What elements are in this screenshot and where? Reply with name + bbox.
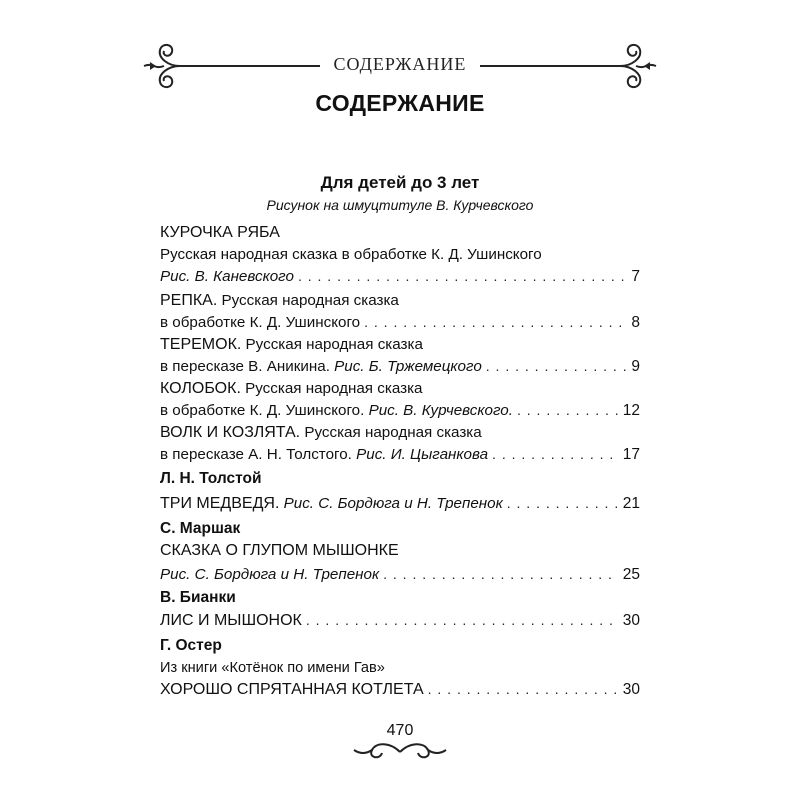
toc-line[interactable] [160,492,640,514]
section-heading: Для детей до 3 лет [320,173,480,192]
dot-leader [306,609,619,631]
entry-description: Русская народная сказка [241,336,423,353]
footer-ornament-icon [350,738,450,762]
toc-line [160,540,640,562]
entry-title: СКАЗКА О ГЛУПОМ МЫШОНКЕ [160,542,399,559]
dot-leader [364,311,627,333]
entry-title: КОЛОБОК. [160,380,241,397]
dot-leader [383,563,619,585]
author-name: Г. Остер [160,637,222,654]
footer-page-number: 470 [386,722,414,739]
entry-description: Русская народная сказка [300,424,482,441]
entry-illustrator: Рис. И. Цыганкова [356,446,489,463]
toc-line [160,244,640,266]
dot-leader [517,399,619,421]
toc-line[interactable] [160,609,640,631]
page-number: 30 [622,612,640,629]
page-number: 30 [622,681,640,698]
page-number: 21 [622,495,640,512]
toc-line [160,334,640,356]
page-number: 17 [622,446,640,463]
entry-title: ВОЛК И КОЗЛЯТА. [160,424,301,441]
entry-title: ТРИ МЕДВЕДЯ. [160,495,280,512]
toc-line[interactable] [160,265,640,287]
entry-title: РЕПКА. [160,292,218,309]
author-name: В. Бианки [160,589,236,606]
page-number: 25 [622,566,640,583]
entry-illustrator: Рис. В. Курчевского. [368,402,513,419]
author-name: С. Маршак [160,520,241,537]
toc-line [160,290,640,312]
entry-illustrator: Рис. С. Бордюга и Н. Трепенок [279,495,503,512]
entry-description: Русская народная сказка [217,292,399,309]
toc-line[interactable] [160,563,640,585]
toc-line [160,378,640,400]
page-number: 8 [631,314,640,331]
toc-line[interactable] [160,399,640,421]
entry-title: ТЕРЕМОК. [160,336,242,353]
entry-title: ЛИС И МЫШОНОК [160,612,302,629]
toc-line[interactable] [160,355,640,377]
page-title: СОДЕРЖАНИЕ [315,90,485,116]
page-number: 12 [622,402,640,419]
entry-illustrator: Рис. С. Бордюга и Н. Трепенок [160,566,380,583]
toc-line [160,222,640,244]
toc-line[interactable] [160,678,640,700]
section-credit: Рисунок на шмуцтитуле В. Курчевского [266,197,534,213]
entry-subtitle: Из книги «Котёнок по имени Гав» [160,660,385,676]
dot-leader [428,678,619,700]
page-number: 9 [631,358,640,375]
entry-description: в обработке К. Д. Ушинского [160,314,361,331]
entry-description: в пересказе В. Аникина. [160,358,335,375]
entry-title: ХОРОШО СПРЯТАННАЯ КОТЛЕТА [160,681,424,698]
page-number: 7 [631,268,640,285]
running-header-title: СОДЕРЖАНИЕ [333,54,467,74]
dot-leader [492,443,619,465]
entry-illustrator: Рис. Б. Тржемецкого [334,358,482,375]
entry-description: Русская народная сказка [240,380,423,397]
toc-line[interactable] [160,443,640,465]
entry-description: в пересказе А. Н. Толстого. [160,446,357,463]
dot-leader [507,492,619,514]
entry-description: Русская народная сказка в обработке К. Д. Ушинского [160,246,542,263]
dot-leader [298,265,627,287]
entry-title: КУРОЧКА РЯБА [160,224,280,241]
entry-description: в обработке К. Д. Ушинского. [160,402,369,419]
toc-line[interactable] [160,311,640,333]
entry-illustrator: Рис. В. Каневского [160,268,294,285]
running-header [140,36,660,96]
toc-line [160,422,640,444]
dot-leader [486,355,628,377]
author-name: Л. Н. Толстой [160,470,262,487]
